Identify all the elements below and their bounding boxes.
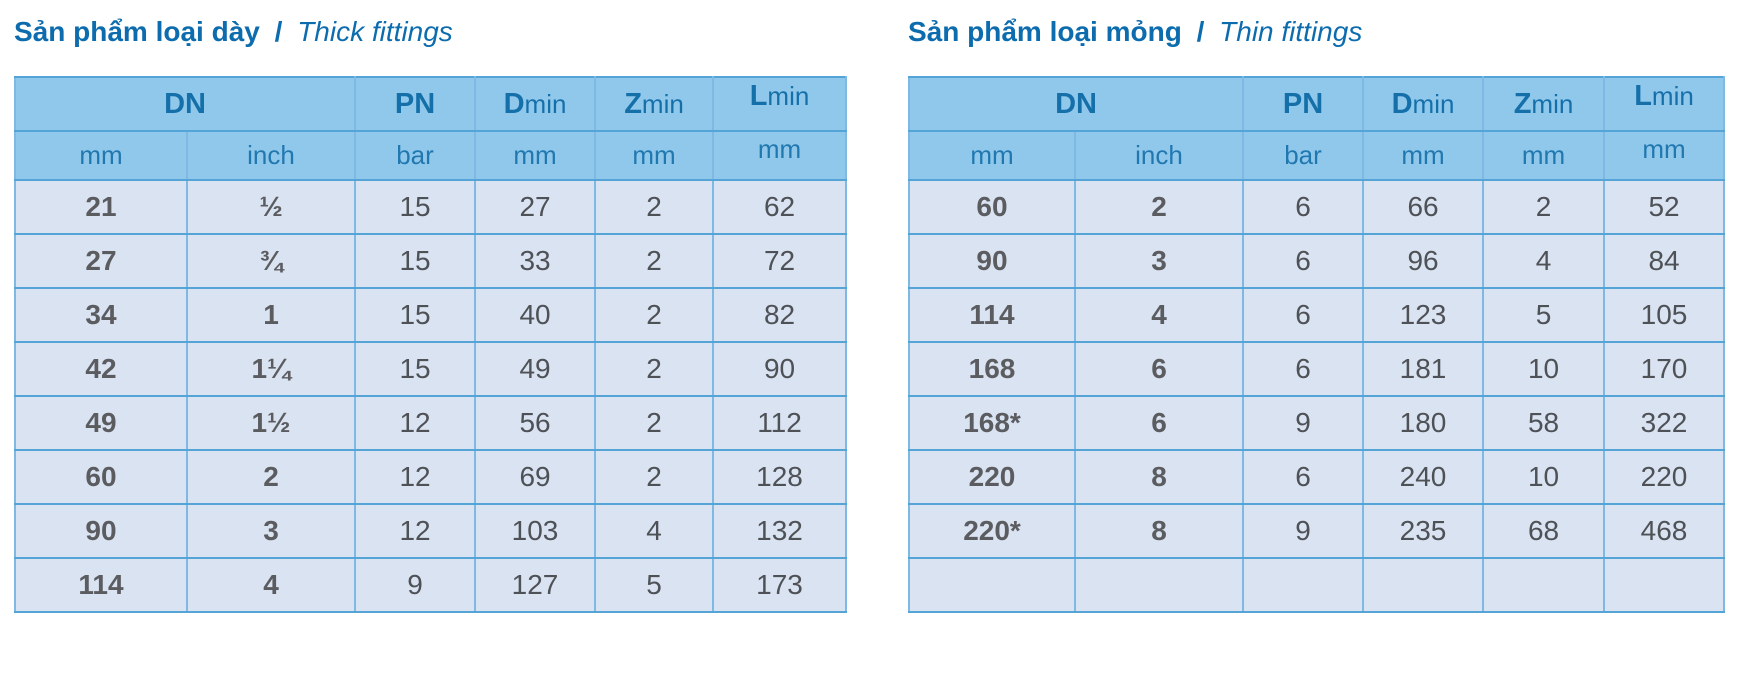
cell-lmin: 82 xyxy=(713,288,846,342)
cell-dn-inch: ½ xyxy=(187,180,355,234)
cell-dn-inch: 3 xyxy=(1075,234,1243,288)
table-body xyxy=(15,180,846,612)
col-header-zmin: Zmin xyxy=(1483,77,1604,131)
cell-dn-mm: 114 xyxy=(15,558,187,612)
cell-dmin: 235 xyxy=(1363,504,1483,558)
cell-lmin: 105 xyxy=(1604,288,1724,342)
cell-dmin: 96 xyxy=(1363,234,1483,288)
cell-dn-mm: 168* xyxy=(909,396,1075,450)
cell-dn-inch: 2 xyxy=(1075,180,1243,234)
cell-zmin: 2 xyxy=(1483,180,1604,234)
cell-pn: 9 xyxy=(1243,504,1363,558)
col-header-dmin: Dmin xyxy=(475,77,595,131)
col-header-zmin: Zmin xyxy=(595,77,713,131)
cell-lmin: 170 xyxy=(1604,342,1724,396)
cell-zmin: 10 xyxy=(1483,342,1604,396)
table-row xyxy=(15,180,846,234)
cell-dmin: 240 xyxy=(1363,450,1483,504)
unit-bar: bar xyxy=(1243,131,1363,180)
cell-dn-mm: 60 xyxy=(909,180,1075,234)
header-row-units xyxy=(909,131,1724,180)
cell-lmin: 132 xyxy=(713,504,846,558)
unit-mm: mm xyxy=(909,131,1075,180)
cell-lmin: 322 xyxy=(1604,396,1724,450)
cell-dmin: 56 xyxy=(475,396,595,450)
title-english: Thick fittings xyxy=(297,16,453,47)
table-row xyxy=(909,342,1724,396)
cell-dmin xyxy=(1363,558,1483,612)
cell-dn-mm: 220 xyxy=(909,450,1075,504)
cell-dn-mm: 90 xyxy=(909,234,1075,288)
table-row xyxy=(909,396,1724,450)
title-separator: / xyxy=(274,16,283,47)
cell-dn-inch: 4 xyxy=(187,558,355,612)
col-header-pn: PN xyxy=(1243,77,1363,131)
unit-mm: mm xyxy=(1604,131,1724,180)
cell-lmin: 84 xyxy=(1604,234,1724,288)
cell-pn xyxy=(1243,558,1363,612)
table-row xyxy=(909,504,1724,558)
cell-dmin: 40 xyxy=(475,288,595,342)
cell-pn: 6 xyxy=(1243,288,1363,342)
cell-lmin: 72 xyxy=(713,234,846,288)
cell-zmin: 10 xyxy=(1483,450,1604,504)
cell-lmin: 62 xyxy=(713,180,846,234)
cell-dn-inch: 8 xyxy=(1075,504,1243,558)
unit-bar: bar xyxy=(355,131,475,180)
cell-dn-mm: 60 xyxy=(15,450,187,504)
cell-lmin: 128 xyxy=(713,450,846,504)
cell-dn-mm: 21 xyxy=(15,180,187,234)
header-row-names xyxy=(15,77,846,131)
cell-dn-inch: 8 xyxy=(1075,450,1243,504)
cell-lmin: 112 xyxy=(713,396,846,450)
col-header-pn: PN xyxy=(355,77,475,131)
cell-dmin: 69 xyxy=(475,450,595,504)
cell-pn: 6 xyxy=(1243,234,1363,288)
table-row xyxy=(15,342,846,396)
cell-dn-mm: 34 xyxy=(15,288,187,342)
table-row xyxy=(15,504,846,558)
cell-dn-mm: 220* xyxy=(909,504,1075,558)
unit-inch: inch xyxy=(187,131,355,180)
cell-dmin: 180 xyxy=(1363,396,1483,450)
cell-pn: 15 xyxy=(355,288,475,342)
cell-dmin: 127 xyxy=(475,558,595,612)
cell-pn: 12 xyxy=(355,450,475,504)
unit-inch: inch xyxy=(1075,131,1243,180)
table-row xyxy=(15,450,846,504)
table-row xyxy=(15,558,846,612)
table-header xyxy=(15,77,846,180)
table-row xyxy=(909,558,1724,612)
cell-zmin: 4 xyxy=(1483,234,1604,288)
unit-mm: mm xyxy=(475,131,595,180)
cell-dmin: 49 xyxy=(475,342,595,396)
cell-dn-inch: 3 xyxy=(187,504,355,558)
table-row xyxy=(15,288,846,342)
header-row-units xyxy=(15,131,846,180)
table-row xyxy=(909,180,1724,234)
table-row xyxy=(909,288,1724,342)
cell-zmin: 5 xyxy=(595,558,713,612)
cell-dn-mm: 90 xyxy=(15,504,187,558)
thick-fittings-panel xyxy=(14,14,845,613)
cell-pn: 15 xyxy=(355,180,475,234)
cell-pn: 6 xyxy=(1243,180,1363,234)
cell-dn-inch: 6 xyxy=(1075,342,1243,396)
cell-dn-inch: ¾ xyxy=(187,234,355,288)
thin-fittings-title xyxy=(908,14,1723,50)
cell-dn-mm: 27 xyxy=(15,234,187,288)
cell-pn: 15 xyxy=(355,342,475,396)
title-vietnamese: Sản phẩm loại mỏng xyxy=(908,16,1182,47)
cell-dn-inch: 1½ xyxy=(187,396,355,450)
table-row xyxy=(909,450,1724,504)
col-header-dmin: Dmin xyxy=(1363,77,1483,131)
table-body xyxy=(909,180,1724,612)
cell-dmin: 66 xyxy=(1363,180,1483,234)
cell-dmin: 27 xyxy=(475,180,595,234)
cell-pn: 6 xyxy=(1243,450,1363,504)
cell-dn-mm: 168 xyxy=(909,342,1075,396)
title-separator: / xyxy=(1196,16,1205,47)
cell-dn-inch: 1¼ xyxy=(187,342,355,396)
cell-pn: 9 xyxy=(355,558,475,612)
cell-lmin: 220 xyxy=(1604,450,1724,504)
table-row xyxy=(15,396,846,450)
cell-dn-mm: 42 xyxy=(15,342,187,396)
table-row xyxy=(15,234,846,288)
cell-dn-inch: 1 xyxy=(187,288,355,342)
cell-lmin: 468 xyxy=(1604,504,1724,558)
thick-fittings-table xyxy=(14,76,847,613)
thin-fittings-table xyxy=(908,76,1725,613)
unit-mm: mm xyxy=(15,131,187,180)
cell-lmin xyxy=(1604,558,1724,612)
unit-mm: mm xyxy=(1483,131,1604,180)
cell-dn-inch: 4 xyxy=(1075,288,1243,342)
table-row xyxy=(909,234,1724,288)
cell-dmin: 33 xyxy=(475,234,595,288)
cell-zmin: 58 xyxy=(1483,396,1604,450)
col-header-lmin: Lmin xyxy=(713,77,846,131)
cell-pn: 15 xyxy=(355,234,475,288)
col-header-lmin: Lmin xyxy=(1604,77,1724,131)
cell-lmin: 173 xyxy=(713,558,846,612)
cell-lmin: 90 xyxy=(713,342,846,396)
cell-dmin: 123 xyxy=(1363,288,1483,342)
col-header-dn: DN xyxy=(909,77,1243,131)
cell-dn-inch xyxy=(1075,558,1243,612)
cell-zmin: 2 xyxy=(595,450,713,504)
cell-dn-inch: 6 xyxy=(1075,396,1243,450)
cell-zmin: 4 xyxy=(595,504,713,558)
unit-mm: mm xyxy=(713,131,846,180)
cell-pn: 9 xyxy=(1243,396,1363,450)
thick-fittings-title xyxy=(14,14,845,50)
unit-mm: mm xyxy=(595,131,713,180)
cell-dn-inch: 2 xyxy=(187,450,355,504)
cell-zmin: 2 xyxy=(595,342,713,396)
cell-dmin: 181 xyxy=(1363,342,1483,396)
header-row-names xyxy=(909,77,1724,131)
cell-zmin: 2 xyxy=(595,180,713,234)
cell-zmin: 5 xyxy=(1483,288,1604,342)
cell-lmin: 52 xyxy=(1604,180,1724,234)
cell-dn-mm: 114 xyxy=(909,288,1075,342)
table-header xyxy=(909,77,1724,180)
cell-zmin: 68 xyxy=(1483,504,1604,558)
cell-dn-mm xyxy=(909,558,1075,612)
title-english: Thin fittings xyxy=(1219,16,1363,47)
unit-mm: mm xyxy=(1363,131,1483,180)
cell-zmin: 2 xyxy=(595,288,713,342)
cell-pn: 12 xyxy=(355,396,475,450)
cell-pn: 12 xyxy=(355,504,475,558)
title-vietnamese: Sản phẩm loại dày xyxy=(14,16,260,47)
cell-zmin: 2 xyxy=(595,396,713,450)
cell-zmin xyxy=(1483,558,1604,612)
cell-dn-mm: 49 xyxy=(15,396,187,450)
cell-pn: 6 xyxy=(1243,342,1363,396)
cell-dmin: 103 xyxy=(475,504,595,558)
col-header-dn: DN xyxy=(15,77,355,131)
cell-zmin: 2 xyxy=(595,234,713,288)
thin-fittings-panel xyxy=(908,14,1723,613)
